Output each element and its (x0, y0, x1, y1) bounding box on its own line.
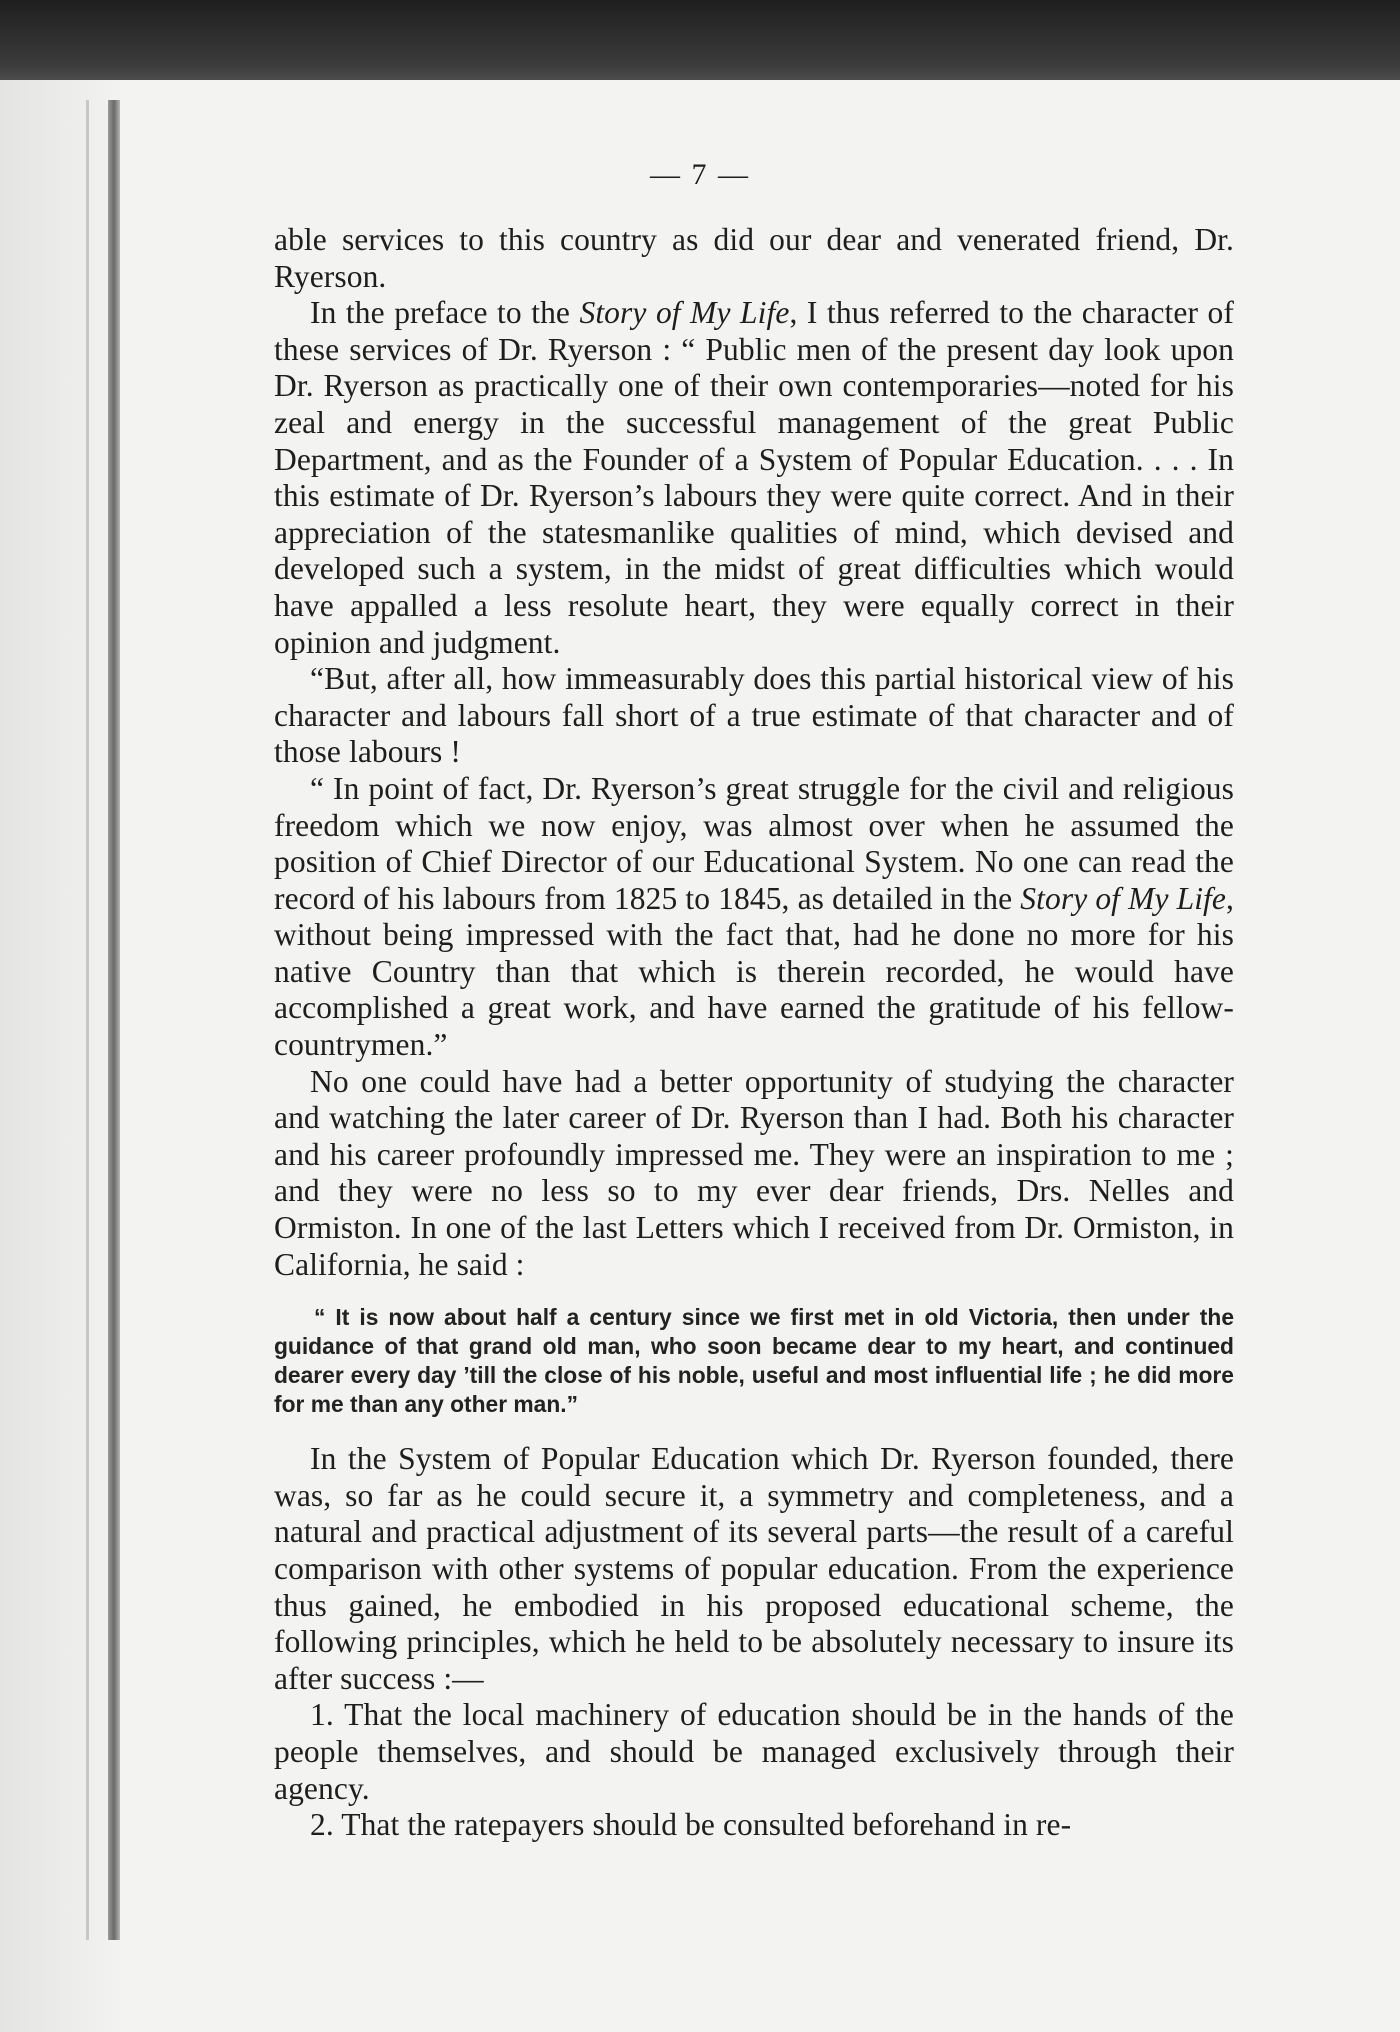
scan-dark-edge (0, 0, 1400, 92)
paragraph-4-lead: “ In point of fact, Dr. Ryerson’s great struggle for the civil and religious freedom which we now enjoy, was almost over when he assumed the position of Chief Director of our Educational System. No one can read the record of his labours from 1825 to 1845, as detailed in the (274, 770, 1234, 916)
book-title-italic: Story of My Life (579, 295, 790, 331)
book-title-italic: Story of My Life (1020, 880, 1226, 916)
principle-2: 2. That the ratepayers should be consulted beforehand in re- (310, 1807, 1072, 1843)
paragraph-5: No one could have had a better opportunity of studying the character and watching the later career of Dr. Ryerson than I had. Both his character and his career profoundly impressed me. They were an inspiration to me ; and they were no less so to my ever dear friends, Drs. Nelles and Ormiston. In one of the last Letters which I received from Dr. Ormiston, in California, he said : (274, 1063, 1234, 1282)
page-number: — 7 — (650, 158, 750, 191)
principle-1: 1. That the local machinery of education should be in the hands of the people themselves, and should be managed exclusively through their agency. (274, 1697, 1234, 1806)
paragraph-6: In the System of Popular Education which Dr. Ryerson founded, there was, so far as he could secure it, a symmetry and completeness, and a natural and practical adjustment of its several parts—the result of a careful comparison with other systems of popular education. From the experience thus gained, he embodied in his proposed educational scheme, the following principles, which he held to be absolutely necessary to insure its after success :— (274, 1441, 1234, 1696)
paragraph-4 (274, 771, 1234, 1064)
paragraph-4-body: , without being impressed with the fact that, had he done no more for his native Country than that which is therein recorded, he would have accomplished a great work, and have earned the gratitude of his fellow-countrymen.” (274, 880, 1234, 1063)
binding-shadow (108, 100, 120, 1940)
paragraph-3: “But, after all, how immeasurably does this partial historical view of his character and labours fall short of a true estimate of that character and of those labours ! (274, 661, 1234, 770)
binding-shadow-thin (86, 100, 89, 1940)
paragraph-1: able services to this country as did our dear and venerated friend, Dr. Ryerson. (274, 222, 1234, 294)
page-left-margin (0, 80, 125, 2032)
block-quote: “ It is now about half a century since we first met in old Victoria, then under the guidance of that grand old man, who soon became dear to my heart, and continued dearer every day ’till the close of his noble, useful and most influential life ; he did more for me than any other man.” (274, 1304, 1234, 1418)
paragraph-2-lead: In the preface to the (310, 295, 580, 331)
paragraph-2 (274, 295, 1234, 661)
body-text (274, 222, 1234, 1844)
paragraph-2-body: , I thus referred to the character of these services of Dr. Ryerson : “ Public men of the present day look upon Dr. Ryerson as practically one of their own contemporaries—noted for his zeal and energy in the successful management of the great Public Department, and as the Founder of a System of Popular Education. . . . In this estimate of Dr. Ryerson’s labours they were quite correct. And in their appreciation of the statesmanlike qualities of mind, which devised and developed such a system, in the midst of great difficulties which would have appalled a less resolute heart, they were equally correct in their opinion and judgment. (274, 295, 1234, 660)
